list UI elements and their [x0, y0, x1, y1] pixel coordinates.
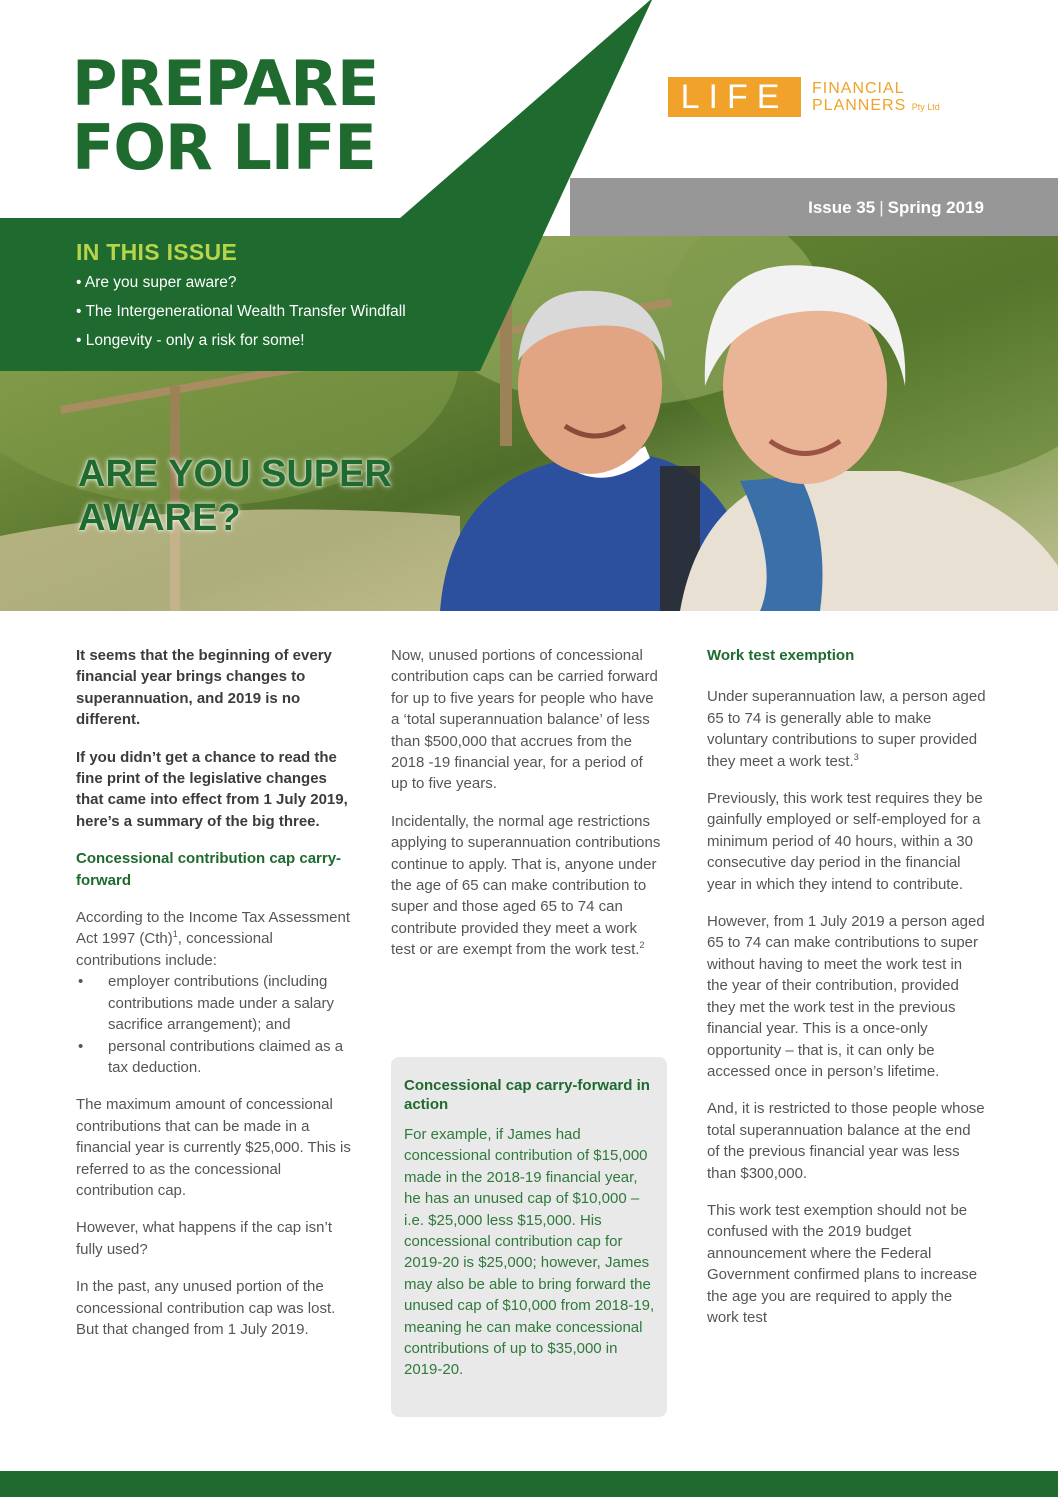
title-line-1: PREPARE	[72, 47, 379, 120]
callout-title: Concessional cap carry-forward in action	[404, 1077, 650, 1113]
issue-info: Issue 35 | Spring 2019	[808, 198, 984, 217]
logo-suffix: Pty Ltd	[911, 102, 940, 112]
section-subhead: Concessional contribution cap carry-forward	[76, 850, 342, 889]
body-paragraph: However, what happens if the cap isn’t fully used?	[76, 1219, 332, 1258]
body-paragraph: Now, unused portions of concessional contribution caps can be carried forward for up to five years for people who have a ‘total superannuation balance’ of less than $500,000 that accrues from the 2018 -19 financial year, for a period of up to five years.	[391, 647, 658, 793]
logo-line-2: PLANNERS	[812, 97, 907, 114]
in-this-issue-heading: IN THIS ISSUE	[76, 239, 238, 265]
company-logo-mark	[668, 77, 801, 117]
body-paragraph: However, from 1 July 2019 a person aged 65 to 74 can make contributions to super without having to meet the work test in the year of their contribution, provided they met the work test in the previous financial year. This is a once-only opportunity – that is, it can only be accessed once in person’s lifetime.	[707, 913, 985, 1080]
issue-number: Issue 35	[808, 198, 876, 217]
body-paragraph: This work test exemption should not be confused with the 2019 budget announcement where the Federal Government confirmed plans to increase the age you are required to apply the work test	[707, 1201, 978, 1326]
body-text: Under superannuation law, a person aged 65 to 74 is generally able to make voluntary contributions to super provided they meet a work test.	[707, 688, 986, 770]
column-1	[76, 645, 358, 1356]
list-item: • personal contributions claimed as a tax deduction.	[76, 1036, 358, 1079]
company-logo-text	[812, 80, 940, 116]
body-paragraph: In the past, any unused portion of the concessional contribution cap was lost. But that changed from 1 July 2019.	[76, 1278, 336, 1338]
issue-item[interactable]: • Are you super aware?	[76, 274, 237, 291]
article-headline: ARE YOU SUPER AWARE?	[78, 453, 392, 539]
footnote-ref: 2	[639, 940, 645, 951]
issue-season: Spring 2019	[887, 198, 984, 217]
lead-paragraph: If you didn’t get a chance to read the fine print of the legislative changes that came into effect from 1 July 2019, here’s a summary of the big three.	[76, 748, 348, 830]
section-subhead: Work test exemption	[707, 647, 855, 664]
body-paragraph: The maximum amount of concessional contributions that can be made in a financial year is currently $25,000. This is referred to as the concessional contribution cap.	[76, 1096, 351, 1199]
footer-bar	[0, 1471, 1058, 1497]
in-this-issue-list	[76, 273, 406, 360]
issue-item[interactable]: • Longevity - only a risk for some!	[76, 332, 305, 349]
body-text: , concessional contributions include:	[76, 930, 273, 969]
callout-body: For example, if James had concessional contribution of $15,000 made in the 2018-19 financial year, he has an unused cap of $10,000 – i.e. $25,000 less $15,000. His concessional contribution cap for 2019-20 is $25,000; however, James may also be able to bring forward the unused cap of $10,000 from 2018-19, meaning he can make concessional contributions of up to $35,000 in 2019-20.	[404, 1126, 655, 1379]
lead-paragraph: It seems that the beginning of every financial year brings changes to superannuation, and 2019 is no different.	[76, 647, 332, 729]
body-text: Incidentally, the normal age restrictions applying to superannuation contributions continue to apply. That is, anyone under the age of 65 can make contribution to super and those aged 65 to 74 can contribute provided they meet a work test or are exempt from the work test.	[391, 812, 661, 959]
callout-box	[391, 1057, 667, 1417]
body-paragraph	[76, 907, 358, 971]
body-paragraph: Previously, this work test requires they be gainfully employed or self-employed for a minimum period of 40 hours, within a 30 consecutive day period in the financial year in which they intend to contribute.	[707, 790, 983, 893]
newsletter-title	[72, 47, 402, 184]
column-3	[707, 645, 987, 1344]
footnote-ref: 3	[853, 751, 859, 762]
title-line-2: FOR LIFE	[72, 111, 376, 184]
body-paragraph	[391, 811, 663, 961]
logo-line-1: FINANCIAL	[812, 80, 905, 97]
body-text: According to the Income Tax Assessment Act 1997 (Cth)	[76, 909, 351, 948]
footnote-ref: 1	[172, 929, 178, 940]
bullet-list	[76, 971, 358, 1078]
issue-item[interactable]: • The Intergenerational Wealth Transfer Windfall	[76, 303, 406, 320]
list-item: • employer contributions (including contributions made under a salary sacrifice arrangement); and	[76, 971, 358, 1035]
body-paragraph: And, it is restricted to those people whose total superannuation balance at the end of the previous financial year was less than $300,000.	[707, 1100, 985, 1182]
column-2	[391, 645, 663, 977]
body-paragraph	[707, 686, 987, 772]
logo-word: LIFE	[680, 78, 789, 116]
